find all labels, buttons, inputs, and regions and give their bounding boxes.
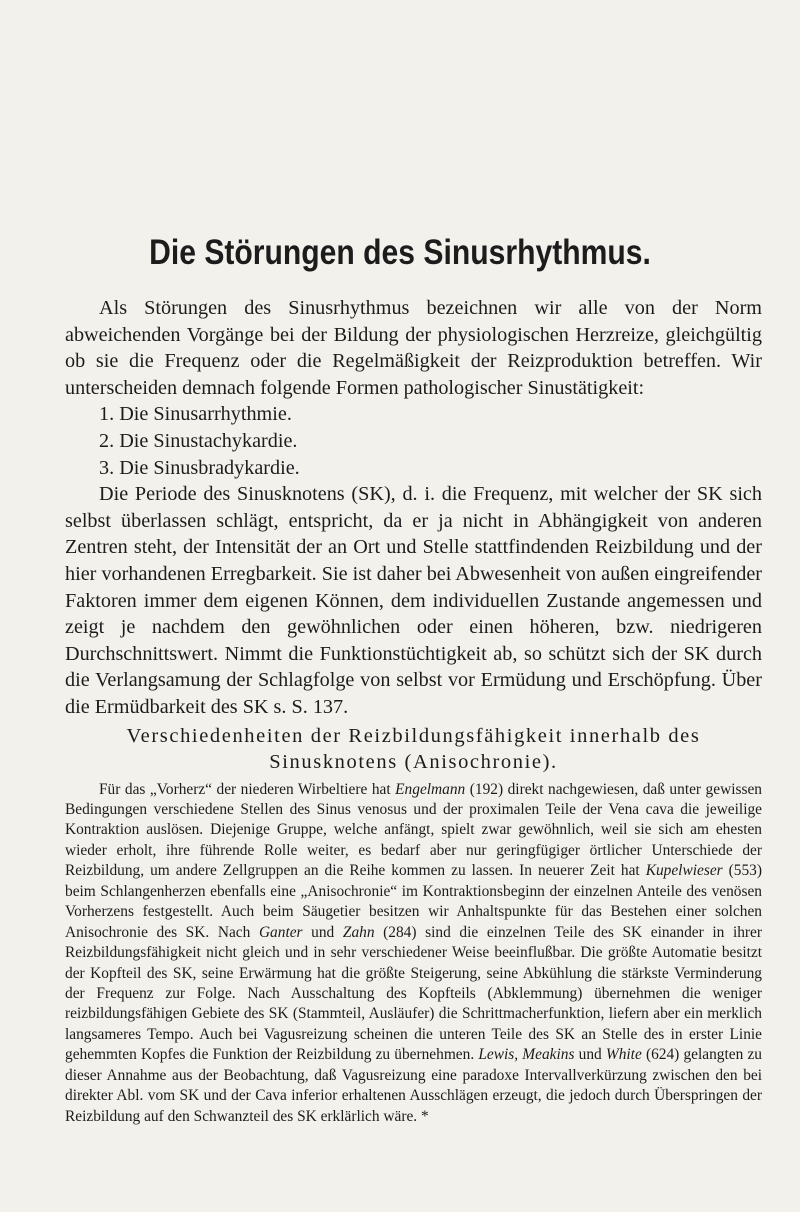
page-title: Die Störungen des Sinusrhythmus. bbox=[149, 233, 651, 272]
text-run: Für das „Vorherz“ der niederen Wirbeltiere hat bbox=[99, 780, 396, 798]
sinus-period-paragraph: Die Periode des Sinusknotens (SK), d. i. die Frequenz, mit welcher der SK sich selbst überlassen schlägt, entspricht, da er ja nicht in Abhängigkeit von anderen Zentren steht, der Intensität der an Ort und Stelle stattfindenden Reizbildung und der hier vorhandenen Erregbarkeit. Sie ist daher bei Abwesenheit von außen eingreifender Faktoren immer dem eigenen Können, dem individuellen Zustande angemessen und zeigt je nachdem den gewöhnlichen oder einen höheren, bzw. niedrigeren Durchschnittswert. Nimmt die Funktionstüchtigkeit ab, so schützt sich der SK durch die Verlangsamung der Schlagfolge von selbst vor Ermüdung und Erschöpfung. Über die Ermüdbarkeit des SK s. S. 137. bbox=[65, 483, 762, 718]
text-run: und bbox=[574, 1046, 606, 1064]
author-name: Ganter bbox=[258, 923, 303, 941]
main-text bbox=[65, 295, 762, 1127]
text-run: (553) beim Schlangenherzen ebenfalls eine „Anisochronie“ im Kontraktionsbeginn der einzelnen Anteile des venösen Vorherzens festgestellt. Auch beim Säugetier besitzen wir Anhaltspunkte für das Bestehen einer solchen Anisochronie des SK. Nach bbox=[65, 862, 762, 941]
list-item: 2. Die Sinustachykardie. bbox=[99, 429, 298, 452]
intro-paragraph: Als Störungen des Sinusrhythmus bezeichnen wir alle von der Norm abweichenden Vorgänge bei der Bildung der physiologischen Herzreize, gleichgültig ob sie die Frequenz oder die Regelmäßigkeit der Reizproduktion betreffen. Wir unterscheiden demnach folgende Formen pathologischer Sinustätigkeit: bbox=[65, 297, 762, 399]
text-run: und bbox=[302, 923, 343, 941]
list-item: 1. Die Sinusarrhythmie. bbox=[99, 403, 292, 426]
author-name: Engelmann bbox=[395, 780, 466, 798]
text-run: (192) direkt nachgewiesen, daß unter gewissen Bedingungen verschiedene Stellen des Sinus venosus und der proximalen Teile der Vena cava die jeweilige Kontraktion auslösen. Diejenige Gruppe, welche anfängt, spielt zwar gewöhnlich, weil sie sich am ehesten wieder erholt, ihre führende Rolle weiter, es bedarf aber nur geringfügiger örtlicher Unterschiede der Reizbildung, um andere Zellgruppen an die Reihe kommen zu lassen. In neuerer Zeit hat bbox=[65, 780, 762, 880]
author-name: Lewis, Meakins bbox=[478, 1046, 575, 1064]
text-run: (624) gelangten zu dieser Annahme aus der Beobachtung, daß Vagusreizung eine paradoxe Intervallverkürzung zwischen den bei direkter Abl. vom SK und der Cava inferior erhaltenen Ausschlägen erzeugt, die jedoch durch Überspringen der Reizbildung auf den Schwanzteil des SK erklärlich wäre. * bbox=[65, 1046, 763, 1125]
small-print-section bbox=[65, 780, 762, 1128]
section-heading: Verschiedenheiten der Reizbildungsfähigkeit innerhalb des Sinusknotens (Anisochronie). bbox=[126, 724, 701, 773]
author-name: Zahn bbox=[342, 923, 375, 941]
list-item: 3. Die Sinusbradykardie. bbox=[99, 456, 300, 479]
anisochronie-paragraph bbox=[65, 780, 762, 1128]
forms-list bbox=[65, 401, 762, 481]
text-run: (284) sind die einzelnen Teile des SK einander in ihrer Reizbildungsfähigkeit nicht gleich und in sehr verschiedener Weise beeinflußbar. Die größte Automatie besitzt der Kopfteil des SK, seine Erwärmung hat die größte Steigerung, seine Abkühlung die stärkste Verminderung der Frequenz zur Folge. Nach Ausschaltung des Kopfteils (Abklemmung) übernehmen die weniger reizbildungsfähigen Gebiete des SK (Stammteil, Ausläufer) die Schrittmacherfunktion, liefern aber ein merklich langsameres Tempo. Auch bei Vagusreizung scheinen die unteren Teile des SK an Stelle des in erster Linie gehemmten Kopfes die Funktion der Reizbildung zu übernehmen. bbox=[65, 923, 763, 1064]
author-name: Kupelwieser bbox=[645, 862, 723, 880]
author-name: White bbox=[605, 1046, 642, 1064]
